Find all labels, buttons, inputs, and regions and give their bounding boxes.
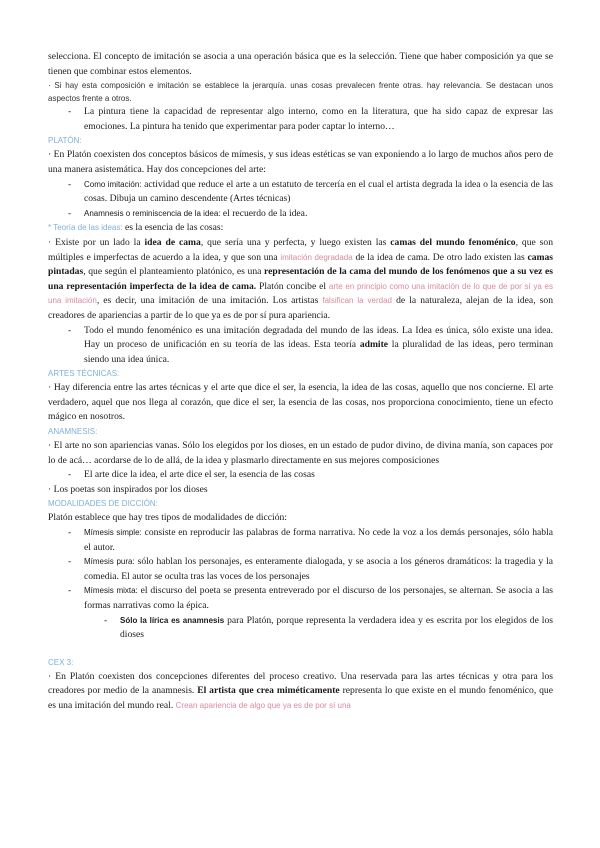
heading-platon: PLATÓN: — [48, 136, 82, 146]
paragraph-anamnesis: · El arte no son apariencias vanas. Sólo los elegidos por los dioses, en un estado de pudor divino, de divina manía, son capaces por lo de acá… acordarse de lo de allá, de la idea y plasmarlo directamente en sus mejores composiciones — [48, 440, 553, 466]
paragraph-teoria-ideas: * Teoría de las ideas: es la esencia de las cosas: — [48, 222, 224, 234]
heading-modalidades: MODALIDADES DE DICCIÓN: — [48, 499, 158, 509]
label-como-imitacion: Como imitación: — [84, 179, 142, 189]
paragraph-platon: · En Platón coexisten dos conceptos básicos de mímesis, y sus ideas estéticas se van exponiendo a lo largo de muchos años pero de una manera asistemática. Hay dos concepciones del arte: — [48, 149, 553, 175]
paragraph-cama: · Existe por un lado la idea de cama, que sería una y perfecta, y luego existen las camas del mundo fenoménico, que son múltiples e imperfectas de acuerdo a la idea, y que son una imitación degradada de la idea de cama. De otro lado existen las camas pintadas, que según el planteamiento platónico, es una representación de la cama del mundo de los fenómenos que a su vez es una representación imperfecta de la idea de cama. Platón concibe el arte en principio como una imitación de lo que de por sí ya es una imitación, es decir, una imitación de una imitación. Los artistas falsifican la verdad de la naturaleza, alejan de la idea, son creadores de apariencias a partir de lo que ya es de por sí pura apariencia. — [48, 236, 554, 321]
heading-anamnesis: ANAMNESIS: — [48, 427, 98, 437]
paragraph-modalidades: Platón establece que hay tres tipos de modalidades de dicción: — [48, 512, 287, 524]
heading-artes-tecnicas: ARTES TÉCNICAS: — [48, 369, 120, 379]
list-item-pintura: - La pintura tiene la capacidad de representar algo interno, como en la literatura, que ha sido capaz de expresar las emociones. La pintura ha tenido que experimentar para poder captar lo interno… — [68, 106, 553, 132]
list-item-mundo-fenomenico: - Todo el mundo fenoménico es una imitación degradada del mundo de las ideas. La Idea es única, sólo existe una idea. Hay un proceso de unificación en su teoría de las ideas. Esta teoría admite la pluralidad de las ideas, pero terminan siendo una idea única. — [68, 324, 554, 365]
list-item-anamnesis: - Anamnesis o reminiscencia de la idea: el recuerdo de la idea. — [68, 207, 308, 219]
list-item-mimesis-mixta: - Mímesis mixta: el discurso del poeta se presenta entreverado por el discurso de los personajes, se alternan. Se asocia a las formas narrativas como la épica. — [68, 585, 553, 611]
note-jerarquia: · Si hay esta composición e imitación se establece la jerarquía. unas cosas prevalecen frente otras. hay relevancia. Se destacan unos aspectos frente a otros. — [48, 81, 553, 104]
list-item-imitacion: - Como imitación: actividad que reduce el arte a un estatuto de tercería en el cual el artista degrada la idea o la esencia de las cosas. Dibuja un camino descendente (Artes técnicas) — [68, 178, 553, 205]
list-item-arte-idea: - El arte dice la idea, el arte dice el ser, la esencia de las cosas — [68, 469, 315, 481]
label-anamnesis: Anamnesis o reminiscencia de la idea: — [84, 208, 221, 218]
paragraph-artes-tecnicas: · Hay diferencia entre las artes técnicas y el arte que dice el ser, la esencia, la idea de las cosas, aquello que nos concierne. El arte verdadero, aquel que nos llega al corazón, que dice el ser, la esencia de las cosas, nos proporciona conocimiento, tiene un efecto mágico en nosotros. — [48, 382, 553, 423]
paragraph-seleccion: selecciona. El concepto de imitación se asocia a una operación básica que es la selección. Tiene que haber composición ya que se tienen que combinar estos elementos. — [48, 51, 553, 77]
document-page — [48, 50, 553, 714]
list-item-lirica: - Sólo la lírica es anamnesis para Platón, porque representa la verdadera idea y es escrita por los elegidos de los dioses — [104, 614, 554, 641]
list-item-mimesis-simple: - Mímesis simple: consiste en reproducir las palabras de forma narrativa. No cede la voz a los demás personajes, sólo habla el autor. — [68, 527, 554, 553]
paragraph-cex3: · En Platón coexisten dos concepciones diferentes del proceso creativo. Una reservada para las artes técnicas y otra para los creadores por medio de la anamnesis. El artista que crea miméticamente representa lo que existe en el mundo fenoménico, que es una imitación del mundo real. Crean apariencia de algo que ya es de por sí una — [48, 670, 553, 711]
list-item-mimesis-pura: - Mímesis pura: sólo hablan los personajes, es enteramente dialogada, y se asocia a los géneros dramáticos: la tragedia y la comedia. El autor se oculta tras las voces de los personajes — [68, 556, 553, 582]
paragraph-poetas: · Los poetas son inspirados por los dioses — [48, 483, 208, 495]
heading-cex3: CEX 3: — [48, 657, 74, 667]
